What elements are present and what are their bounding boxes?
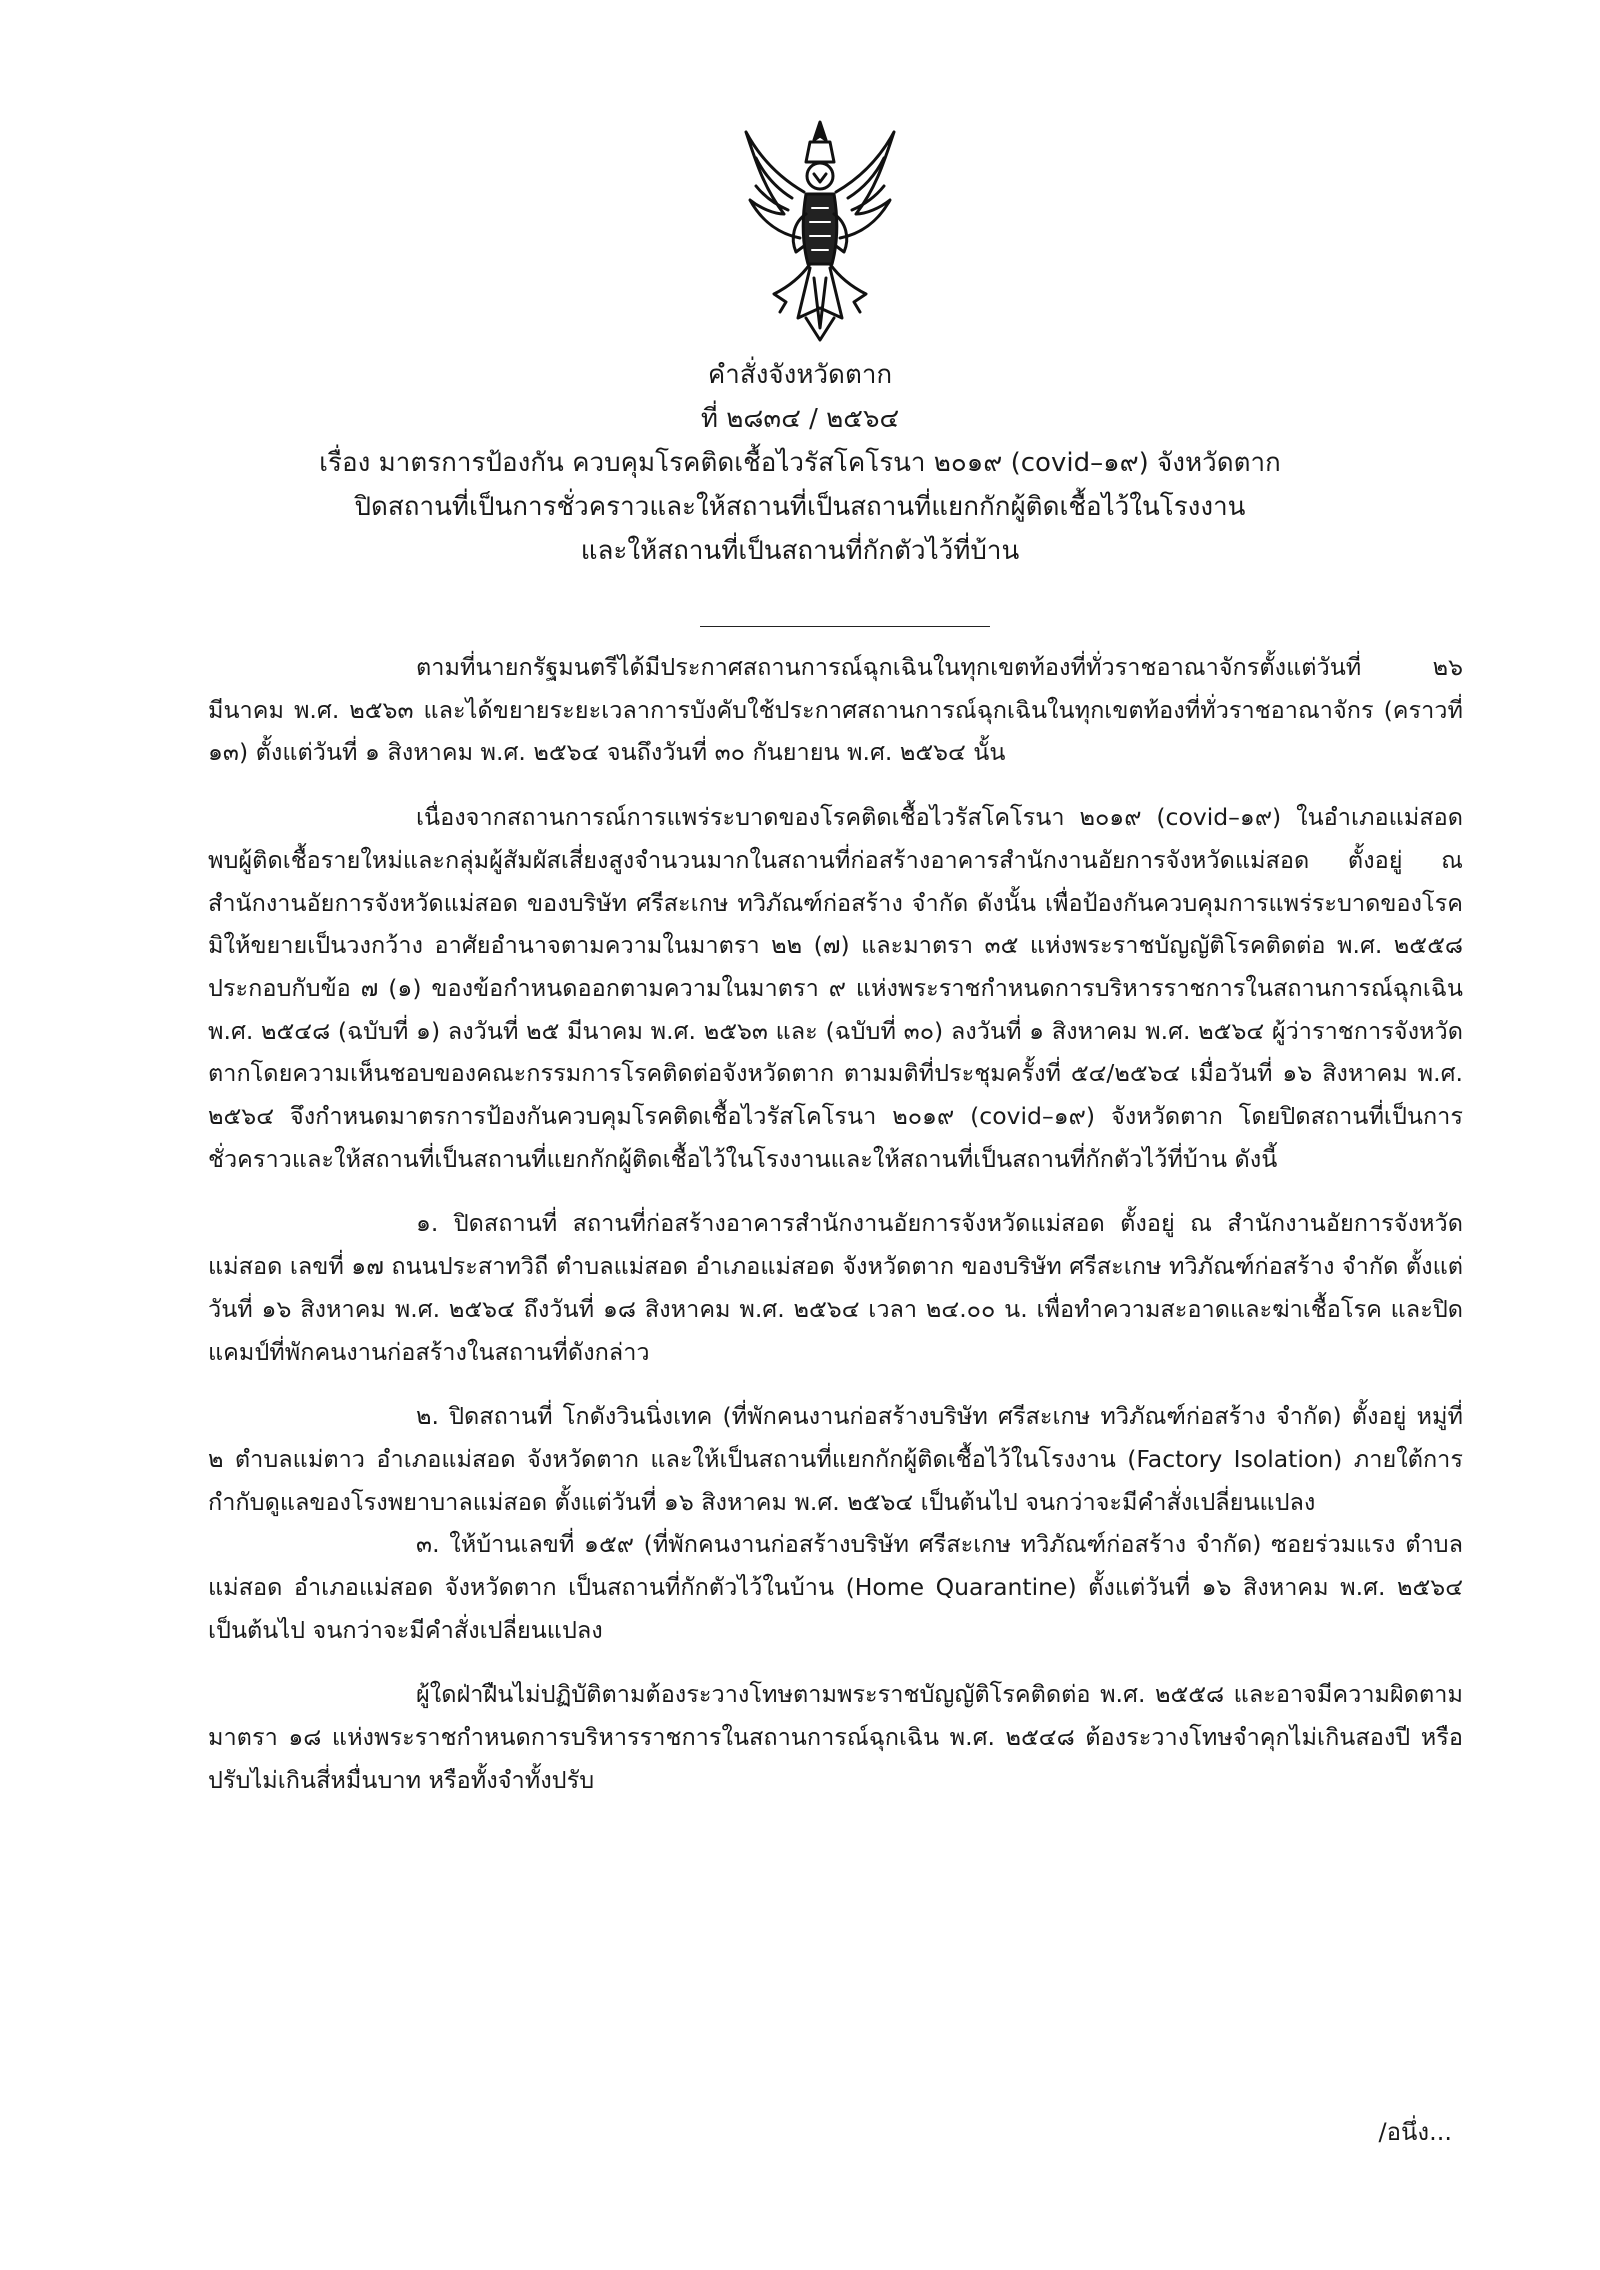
document-body xyxy=(208,646,1463,1824)
order-item-2: ๒. ปิดสถานที่ โกดังวินนิ่งเทค (ที่พักคนงานก่อสร้างบริษัท ศรีสะเกษ ทวิภัณฑ์ก่อสร้าง จำกัด) ตั้งอยู่ หมู่ที่ ๒ ตำบลแม่ตาว อำเภอแม่สอด จังหวัดตาก และให้เป็นสถานที่แยกกักผู้ติดเชื้อไว้ในโรงงาน (Factory Isolation) ภายใต้การกำกับดูแลของโรงพยาบาลแม่สอด ตั้งแต่วันที่ ๑๖ สิงหาคม พ.ศ. ๒๕๖๔ เป็นต้นไป จนกว่าจะมีคำสั่งเปลี่ยนแปลง xyxy=(208,1402,1463,1516)
continuation-marker: /อนึ่ง... xyxy=(1378,2118,1452,2146)
penalty-paragraph: ผู้ใดฝ่าฝืนไม่ปฏิบัติตามต้องระวางโทษตามพระราชบัญญัติโรคติดต่อ พ.ศ. ๒๕๕๘ และอาจมีความผิดตามมาตรา ๑๘ แห่งพระราชกำหนดการบริหารราชการในสถานการณ์ฉุกเฉิน พ.ศ. ๒๕๔๘ ต้องระวางโทษจำคุกไม่เกินสองปี หรือปรับไม่เกินสี่หมื่นบาท หรือทั้งจำทั้งปรับ xyxy=(208,1680,1463,1794)
order-number: ที่ ๒๘๓๔ / ๒๕๖๔ xyxy=(700,404,900,434)
order-item-1: ๑. ปิดสถานที่ สถานที่ก่อสร้างอาคารสำนักงานอัยการจังหวัดแม่สอด ตั้งอยู่ ณ สำนักงานอัยการจังหวัดแม่สอด เลขที่ ๑๗ ถนนประสาทวิถี ตำบลแม่สอด อำเภอแม่สอด จังหวัดตาก ของบริษัท ศรีสะเกษ ทวิภัณฑ์ก่อสร้าง จำกัด ตั้งแต่วันที่ ๑๖ สิงหาคม พ.ศ. ๒๕๖๔ ถึงวันที่ ๑๘ สิงหาคม พ.ศ. ๒๕๖๔ เวลา ๒๔.๐๐ น. เพื่อทำความสะอาดและฆ่าเชื้อโรค และปิดแคมป์ที่พักคนงานก่อสร้างในสถานที่ดังกล่าว xyxy=(208,1209,1463,1366)
subject-line-2: ปิดสถานที่เป็นการชั่วคราวและให้สถานที่เป็นสถานที่แยกกักผู้ติดเชื้อไว้ในโรงงาน xyxy=(354,492,1246,522)
document-header xyxy=(0,354,1600,572)
reason-paragraph: เนื่องจากสถานการณ์การแพร่ระบาดของโรคติดเชื้อไวรัสโคโรนา ๒๐๑๙ (covid–๑๙) ในอำเภอแม่สอด พบผู้ติดเชื้อรายใหม่และกลุ่มผู้สัมผัสเสี่ยงสูงจำนวนมากในสถานที่ก่อสร้างอาคารสำนักงานอัยการจังหวัดแม่สอด ตั้งอยู่ ณ สำนักงานอัยการจังหวัดแม่สอด ของบริษัท ศรีสะเกษ ทวิภัณฑ์ก่อสร้าง จำกัด ดังนั้น เพื่อป้องกันควบคุมการแพร่ระบาดของโรคมิให้ขยายเป็นวงกว้าง อาศัยอำนาจตามความในมาตรา ๒๒ (๗) และมาตรา ๓๕ แห่งพระราชบัญญัติโรคติดต่อ พ.ศ. ๒๕๕๘ ประกอบกับข้อ ๗ (๑) ของข้อกำหนดออกตามความในมาตรา ๙ แห่งพระราชกำหนดการบริหารราชการในสถานการณ์ฉุกเฉิน พ.ศ. ๒๕๔๘ (ฉบับที่ ๑) ลงวันที่ ๒๕ มีนาคม พ.ศ. ๒๕๖๓ และ (ฉบับที่ ๓๐) ลงวันที่ ๑ สิงหาคม พ.ศ. ๒๕๖๔ ผู้ว่าราชการจังหวัดตากโดยความเห็นชอบของคณะกรรมการโรคติดต่อจังหวัดตาก ตามมติที่ประชุมครั้งที่ ๕๔/๒๕๖๔ เมื่อวันที่ ๑๖ สิงหาคม พ.ศ. ๒๕๖๔ จึงกำหนดมาตรการป้องกันควบคุมโรคติดเชื้อไวรัสโคโรนา ๒๐๑๙ (covid–๑๙) จังหวัดตาก โดยปิดสถานที่เป็นการชั่วคราวและให้สถานที่เป็นสถานที่แยกกักผู้ติดเชื้อไว้ในโรงงานและให้สถานที่เป็นสถานที่กักตัวไว้ที่บ้าน ดังนี้ xyxy=(208,803,1463,1173)
order-item-3: ๓. ให้บ้านเลขที่ ๑๕๙ (ที่พักคนงานก่อสร้างบริษัท ศรีสะเกษ ทวิภัณฑ์ก่อสร้าง จำกัด) ซอยร่วมแรง ตำบลแม่สอด อำเภอแม่สอด จังหวัดตาก เป็นสถานที่กักตัวไว้ในบ้าน (Home Quarantine) ตั้งแต่วันที่ ๑๖ สิงหาคม พ.ศ. ๒๕๖๔ เป็นต้นไป จนกว่าจะมีคำสั่งเปลี่ยนแปลง xyxy=(208,1530,1463,1644)
garuda-emblem-icon xyxy=(740,118,900,346)
subject-line-1: เรื่อง มาตรการป้องกัน ควบคุมโรคติดเชื้อไวรัสโคโรนา ๒๐๑๙ (covid–๑๙) จังหวัดตาก xyxy=(319,448,1281,478)
order-title: คำสั่งจังหวัดตาก xyxy=(707,360,893,390)
preamble-paragraph: ตามที่นายกรัฐมนตรีได้มีประกาศสถานการณ์ฉุกเฉินในทุกเขตท้องที่ทั่วราชอาณาจักรตั้งแต่วันที่ ๒๖ มีนาคม พ.ศ. ๒๕๖๓ และได้ขยายระยะเวลาการบังคับใช้ประกาศสถานการณ์ฉุกเฉินในทุกเขตท้องที่ทั่วราชอาณาจักร (คราวที่ ๑๓) ตั้งแต่วันที่ ๑ สิงหาคม พ.ศ. ๒๕๖๔ จนถึงวันที่ ๓๐ กันยายน พ.ศ. ๒๕๖๔ นั้น xyxy=(208,653,1463,767)
header-divider xyxy=(700,626,990,627)
subject-line-3: และให้สถานที่เป็นสถานที่กักตัวไว้ที่บ้าน xyxy=(580,536,1020,566)
